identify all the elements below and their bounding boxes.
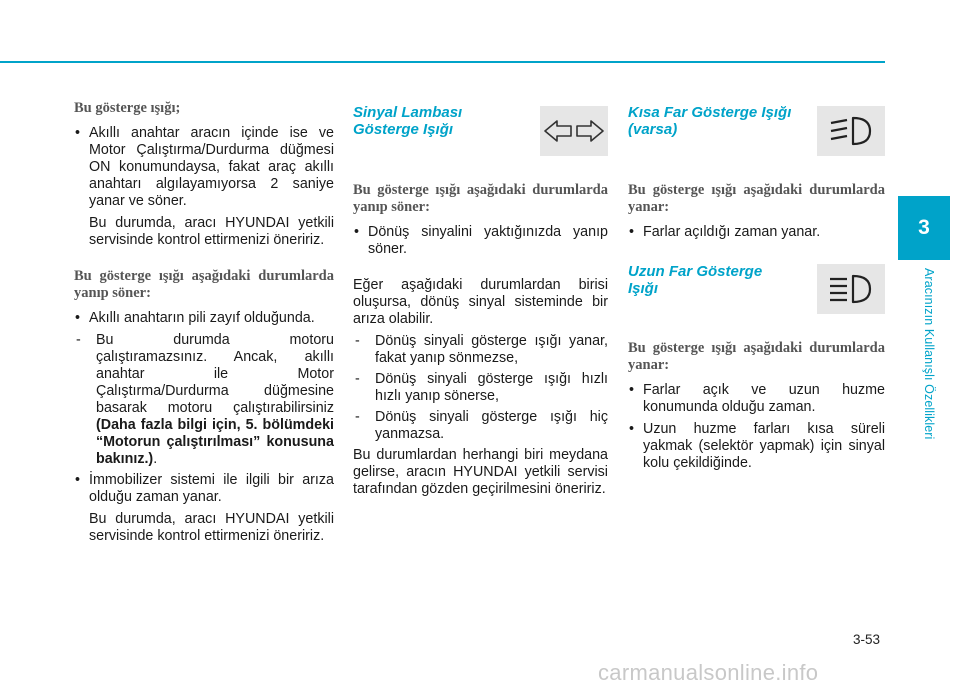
high-beam-icon <box>817 264 885 314</box>
column-3-part-1 <box>628 182 885 246</box>
bullet-note: Bu durumda, aracı HYUNDAI yetkili servisinde kontrol ettirmenizi öneririz. <box>89 511 334 544</box>
section-heading: Bu gösterge ışığı aşağıdaki durumlarda yanar: <box>628 340 885 373</box>
section-heading: Bu gösterge ışığı; <box>74 100 181 116</box>
bullet-item: • Akıllı anahtarın pili zayıf olduğunda. <box>74 310 334 327</box>
watermark: carmanualsonline.info <box>598 660 819 685</box>
bullet-item: • Akıllı anahtar aracın içinde ise ve Motor Çalıştırma/Durdurma düğmesi ON konumundaysa, fakat araç akıllı anahtarı algılayamıyorsa 2 saniye yanar ve söner. <box>74 125 334 210</box>
paragraph: Eğer aşağıdaki durumlardan birisi oluşursa, dönüş sinyal sisteminde bir arıza olabilir. <box>353 277 608 327</box>
sub-item-text: Dönüş sinyali gösterge ışığı hızlı hızlı yanıp sönerse, <box>375 371 608 404</box>
paragraph: Bu durumlardan herhangi biri meydana gelirse, aracın HYUNDAI yetkili servisi tarafından gözden geçirilmesini öneririz. <box>353 447 608 497</box>
dash-marker: - <box>355 333 360 349</box>
turn-signal-title <box>353 104 533 138</box>
section-title-line: Sinyal Lambası <box>353 104 463 121</box>
section-title-line: Kısa Far Gösterge Işığı <box>628 104 792 121</box>
column-1 <box>74 100 334 550</box>
dash-marker: - <box>76 332 81 348</box>
sub-item <box>353 333 608 367</box>
sub-item-text: Dönüş sinyali gösterge ışığı yanar, fakat yanıp sönmezse, <box>375 333 608 366</box>
section-heading: Bu gösterge ışığı aşağıdaki durumlarda yanıp söner: <box>353 182 608 215</box>
section-title-line: (varsa) <box>628 121 678 138</box>
low-beam-title <box>628 104 813 138</box>
sub-item <box>353 409 608 443</box>
sub-item-end: . <box>153 451 158 467</box>
turn-signal-icon <box>540 106 608 156</box>
dash-marker: - <box>355 409 360 425</box>
section-heading: Bu gösterge ışığı aşağıdaki durumlarda yanar: <box>628 182 885 215</box>
dash-marker: - <box>355 371 360 387</box>
bullet-note: Bu durumda, aracı HYUNDAI yetkili servisinde kontrol ettirmenizi öneririz. <box>89 215 334 248</box>
chapter-number-tab: 3 <box>898 196 950 260</box>
page-number: 3-53 <box>853 632 881 647</box>
bullet-item: • Farlar açıldığı zaman yanar. <box>628 224 885 241</box>
sub-item-text: Dönüş sinyali gösterge ışığı hiç yanmazsa. <box>375 409 608 442</box>
chapter-title: Aracınızın Kullanışlı Özellikleri <box>922 268 936 440</box>
section-title-line: Gösterge Işığı <box>353 121 454 138</box>
low-beam-icon <box>817 106 885 156</box>
sub-item <box>353 371 608 405</box>
sub-item <box>74 332 334 468</box>
section-title-line: Uzun Far Gösterge <box>628 263 763 280</box>
header-rule <box>0 61 885 63</box>
section-title-line: Işığı <box>628 280 659 297</box>
bullet-item: • Dönüş sinyalini yaktığınızda yanıp söner. <box>353 224 608 258</box>
column-2 <box>353 182 608 503</box>
cross-reference: (Daha fazla bilgi için, 5. bölümdeki “Motorun çalıştırılması” konusuna bakınız.) <box>96 417 334 467</box>
high-beam-title <box>628 263 813 297</box>
bullet-item: • Farlar açık ve uzun huzme konumunda olduğu zaman. <box>628 382 885 416</box>
sub-item-text: Bu durumda motoru çalıştıramazsınız. Ancak, akıllı anahtar ile Motor Çalıştırma/Durdurma düğmesine basarak motoru çalıştırabilirsiniz <box>96 332 334 416</box>
bullet-item: • Uzun huzme farları kısa süreli yakmak (selektör yapmak) için sinyal kolu çekildiğinde. <box>628 421 885 472</box>
section-heading: Bu gösterge ışığı aşağıdaki durumlarda yanıp söner: <box>74 268 334 301</box>
bullet-item: • İmmobilizer sistemi ile ilgili bir arıza olduğu zaman yanar. <box>74 472 334 506</box>
column-3-part-2 <box>628 340 885 477</box>
